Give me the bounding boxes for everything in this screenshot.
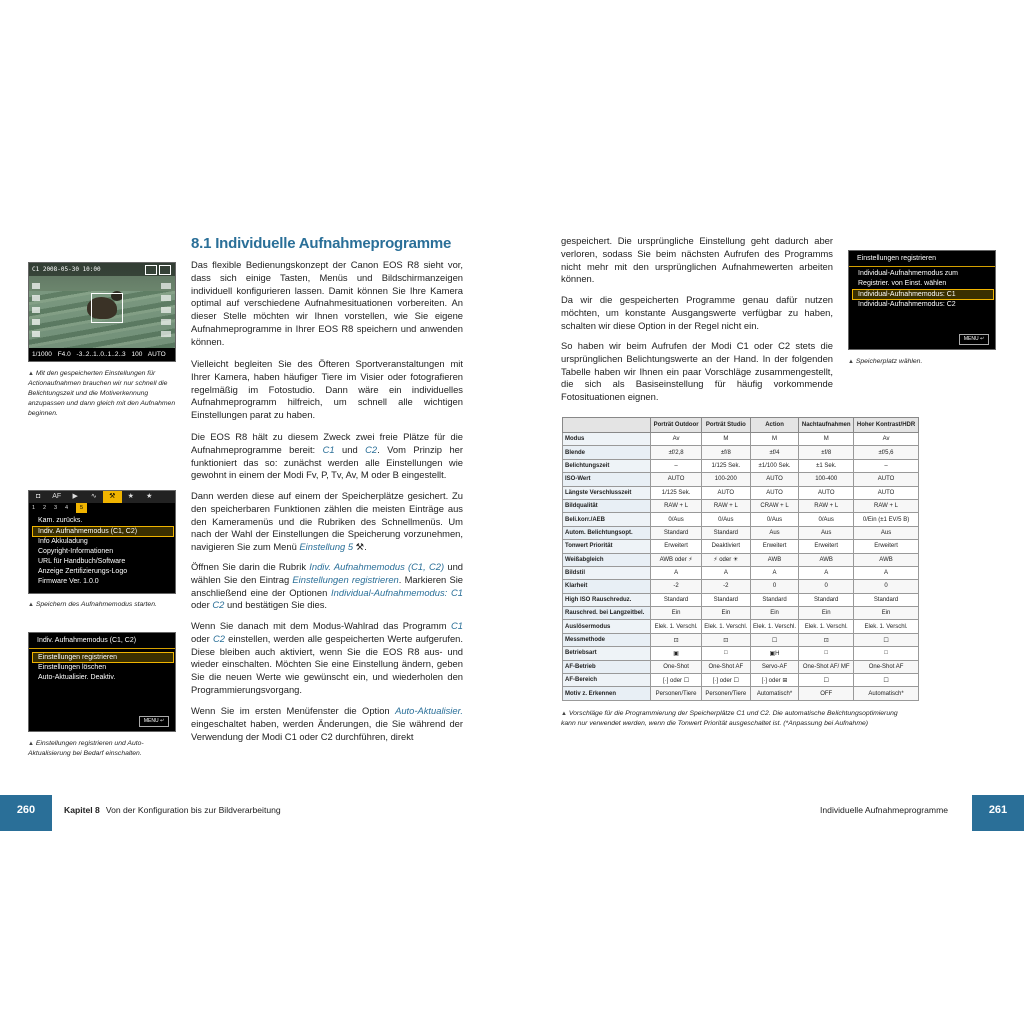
table-cell: M [750,433,799,446]
menu-subtabs [29,503,176,513]
table-cell: RAW + L [799,499,854,512]
table-cell: Aus [799,526,854,539]
drive-mode-icon [32,319,40,325]
table-cell: ☐ [854,633,919,646]
table-row [563,607,919,620]
table-cell: M [799,433,854,446]
table-cell: AUTO [799,486,854,499]
iso-auto: AUTO [147,351,166,358]
table-row [563,540,919,553]
table-cell: 0/Ein (±1 EV/5 B) [854,513,919,526]
menu-item-clear[interactable]: Einstellungen löschen [38,664,107,671]
table-cell: AWB [750,553,799,566]
menu-tabs [29,491,176,503]
table-cell: ▣ [651,647,702,660]
table-cell: ⊡ [701,633,750,646]
table-cell: -2 [701,580,750,593]
tab-wireless-icon[interactable]: ∿ [90,493,97,500]
table-cell: A [854,566,919,579]
shooting-mode-icon [32,283,40,289]
picture-style-icon [161,283,171,289]
tab-setup-icon[interactable]: ⚒ [103,491,122,503]
table-cell: 0 [854,580,919,593]
page-number-right: 261 [972,795,1024,831]
table-cell: OFF [799,687,854,700]
quality-icon [161,307,171,313]
menu-item-custom-mode[interactable]: Indiv. Aufnahmemodus (C1, C2) [32,526,174,537]
af-frame [91,293,123,323]
table-cell: 1/125 Sek. [701,459,750,472]
table-cell: ±f/2,8 [651,446,702,459]
table-cell: Automatisch* [854,687,919,700]
table-cell: ±f/8 [701,446,750,459]
table-cell: Av [854,433,919,446]
table-cell: AUTO [854,473,919,486]
menu-item-reset[interactable]: Kam. zurücks. [38,517,83,524]
table-cell: Erweitert [750,540,799,553]
screen3-caption: ▲ Einstellungen registrieren und Auto-Aktualisierung bei Bedarf einschalten. [28,740,144,757]
table-cell: Elek. 1. Verschl. [750,620,799,633]
table-cell: 0/Aus [750,513,799,526]
table-cell: RAW + L [701,499,750,512]
af-mode-icon [32,295,40,301]
table-cell: 0/Aus [651,513,702,526]
chapter-footer [64,805,281,815]
paragraph: gespeichert. Die ursprüngliche Einstellung geht dadurch aber verloren, sodass Sie beim nächsten Aufrufen des Programms nicht mehr mit den ursprünglichen Aufnahmewerten arbeiten können. [561,235,833,285]
custom-mode-items [29,652,176,683]
register-settings-screen [848,250,996,350]
table-row [563,473,919,486]
table-row-label: Rauschred. bei Langzeitbel. [563,607,651,620]
table-header-cell: Porträt Outdoor [651,418,702,433]
table-row-label: Beli.korr./AEB [563,513,651,526]
table-cell: ⚡ oder ☀ [701,553,750,566]
table-cell: A [799,566,854,579]
table-row-label: Betriebsart [563,647,651,660]
table-cell: ±1/100 Sek. [750,459,799,472]
table-row-label: Auslösermodus [563,620,651,633]
table-cell: Standard [651,593,702,606]
setup-menu-screen [28,490,176,594]
table-row [563,433,919,446]
table-row [563,620,919,633]
subtab-4[interactable]: 4 [65,505,69,511]
table-row-label: AF-Betrieb [563,660,651,673]
paragraph: So haben wir beim Aufrufen der Modi C1 oder C2 stets die ursprünglichen Belichtungswerte an der Hand. In der folgenden Tabelle haben wir Ihnen ein paar Vorschläge zusammengestellt, die sich als Basiseinstellung für häufig vorkommende Fotosituationen eignen. [561,340,833,403]
table-cell: Standard [651,526,702,539]
menu-title: Indiv. Aufnahmemodus (C1, C2) [29,633,176,649]
table-cell: Ein [651,607,702,620]
metering-icon [32,307,40,313]
table-cell: □ [854,647,919,660]
subtab-1[interactable]: 1 [32,505,36,511]
settings-table [562,417,919,701]
table-cell: CRAW + L [750,499,799,512]
table-cell: ⊡ [799,633,854,646]
paragraph: Vielleicht begleiten Sie des Öfteren Sportveranstaltungen mit Ihrer Kamera, haben häufiger Tiere im Visier oder fotografieren regelmäßig im Fotostudio. Dann wäre ein individuelles Aufnahmeprogramm hilfreich, um schnell alle wichtigen Einstellungen parat zu haben. [191,358,463,421]
table-row-label: Messmethode [563,633,651,646]
table-cell: Personen/Tiere [701,687,750,700]
table-row [563,553,919,566]
table-cell: – [651,459,702,472]
table-row [563,526,919,539]
table-cell: RAW + L [854,499,919,512]
table-body [563,433,919,701]
white-balance-icon [32,331,40,337]
table-cell: Deaktiviert [701,540,750,553]
menu-item-c2[interactable]: Individual-Aufnahmemodus: C2 [858,301,956,308]
table-cell: Elek. 1. Verschl. [854,620,919,633]
menu-back-button[interactable]: MENU ↵ [139,716,169,727]
table-cell: Ein [799,607,854,620]
table-cell: Elek. 1. Verschl. [701,620,750,633]
table-cell: One-Shot [651,660,702,673]
table-row-label: Weißabgleich [563,553,651,566]
table-cell: Ein [750,607,799,620]
table-cell: ±f/5,6 [854,446,919,459]
shutter-speed: 1/1000 [32,351,52,358]
table-cell: Erweitert [854,540,919,553]
section-heading: 8.1 Individuelle Aufnahmeprogramme [191,235,452,252]
table-cell: Elek. 1. Verschl. [651,620,702,633]
table-row-label: Bildstil [563,566,651,579]
table-cell: [·] oder ☐ [651,674,702,687]
table-cell: A [701,566,750,579]
table-row [563,660,919,673]
subtab-5[interactable]: 5 [76,503,87,513]
table-cell: ☐ [854,674,919,687]
table-cell: One-Shot AF [854,660,919,673]
menu-back-button[interactable]: MENU ↵ [959,334,989,345]
table-row-label: Längste Verschlusszeit [563,486,651,499]
table-cell: ±f/4 [750,446,799,459]
custom-mode-menu-screen [28,632,176,732]
paragraph: Da wir die gespeicherten Programme genau dafür nutzen möchten, um konstante Ausgangswerte verfügbar zu haben, schalten wir diese Option in der Regel nicht ein. [561,294,833,331]
menu-item-instruction-1: Individual-Aufnahmemodus zum [858,270,958,277]
table-cell: AUTO [750,486,799,499]
table-row-label: High ISO Rauschreduz. [563,593,651,606]
tab-camera-icon[interactable]: ◘ [36,493,41,500]
paragraph: Die EOS R8 hält zu diesem Zweck zwei freie Plätze für die Aufnahmeprogramme bereit: C1 und C2. Vom Prinzip her funktioniert das so: zunächst werden alle Einstellungen wie gewohnt in einem der Modi Fv, P, Tv, Av, M oder B eingestellt. [191,431,463,481]
menu-item-battery-info[interactable]: Info Akkuladung [38,538,88,545]
table-header-cell: Nachtaufnahmen [799,418,854,433]
table-cell: Erweitert [651,540,702,553]
table-row [563,633,919,646]
table-cell: □ [799,647,854,660]
table-row [563,674,919,687]
aperture: F4.0 [57,351,71,358]
screen4-caption: ▲ Speicherplatz wählen. [848,358,923,365]
table-cell: ⊡ [651,633,702,646]
table-cell: AWB [854,553,919,566]
paragraph: Dann werden diese auf einem der Speicherplätze gesichert. Zu den speicherbaren Funktionen zählen die meisten Einträge aus den Kameramenüs und die Rubriken des Schnellmenüs. Um nach der Wahl der Einstellungen die Speicherung vorzunehmen, navigieren Sie zum Menü Einstellung 5 ⚒. [191,490,463,553]
subtab-2[interactable]: 2 [43,505,47,511]
table-cell: 0 [750,580,799,593]
table-row [563,459,919,472]
table-header-cell [563,418,651,433]
paragraph: Wenn Sie im ersten Menüfenster die Option Auto-Aktualisier. eingeschaltet haben, werden Änderungen, die Sie während der Verwendung der Modi C1 oder C2 durchführen, direkt [191,705,463,742]
table-cell: Standard [799,593,854,606]
table-row [563,566,919,579]
menu-item-auto-update[interactable]: Auto-Aktualisier. Deaktiv. [38,674,116,681]
table-cell: AUTO [750,473,799,486]
table-cell: AUTO [854,486,919,499]
table-cell: ±f/8 [799,446,854,459]
screen1-caption: ▲ Mit den gespeicherten Einstellungen für Actionaufnahmen brauchen wir nur schnell die Belichtungszeit und die Motiverkennung anzupassen und dann gleich mit den Aufnahmen beginnen. [28,370,176,417]
table-cell: [·] oder ☐ [701,674,750,687]
camera-liveview-screen [28,262,176,362]
awb-icon [161,295,171,301]
tab-af[interactable]: AF [52,493,62,500]
table-row-label: AF-Bereich [563,674,651,687]
paragraph: Wenn Sie danach mit dem Modus-Wahlrad das Programm C1 oder C2 einstellen, werden alle gespeicherten Werte aufgerufen. Diese bleiben auch aktiviert, wenn Sie die EOS R8 aus- und wieder einschalten. Möchten Sie eine Einstellung ändern, geben Sie die neuen Werte wie gewünscht ein, und wiederholen den Programmierungsvorgang. [191,620,463,695]
menu-item-register[interactable]: Einstellungen registrieren [32,652,174,663]
table-cell: AWB oder ⚡ [651,553,702,566]
tab-mymenu-icon[interactable]: ★ [146,493,153,500]
table-cell: [·] oder ⊞ [750,674,799,687]
screen2-caption: ▲ Speichern des Aufnahmemodus starten. [28,601,157,608]
paragraph: Das flexible Bedienungskonzept der Canon EOS R8 sieht vor, dass sich einige Tasten, Menüs und Bildschirmanzeigen individuell konfigurieren lassen. Damit können Sie Ihre Kamera optimal auf verschiedene Aufnahmesituationen vorbereiten. An dieser Stelle möchten wir Ihnen vorstellen, wie Sie eigene Aufnahmeprogramme in Ihrer EOS R8 speichern und anwenden können. [191,259,463,347]
table-cell: One-Shot AF [701,660,750,673]
full-hd-icon [161,331,171,337]
table-cell: Aus [854,526,919,539]
table-cell: ☐ [799,674,854,687]
table-cell: Ein [854,607,919,620]
table-row [563,499,919,512]
table-cell: AWB [799,553,854,566]
table-cell: Servo-AF [750,660,799,673]
table-cell: A [750,566,799,579]
menu-item-cert-logo[interactable]: Anzeige Zertifizierungs-Logo [38,568,128,575]
table-cell: 0/Aus [701,513,750,526]
table-row-label: Klarheit [563,580,651,593]
table-cell: ▣H [750,647,799,660]
menu-item-instruction-2: Registrier. von Einst. wählen [858,280,947,287]
tab-playback-icon[interactable]: ▶ [72,493,78,500]
table-cell: Standard [701,526,750,539]
table-row [563,580,919,593]
battery-icon [161,319,171,325]
table-cell: 0 [799,580,854,593]
table-row [563,687,919,700]
tab-custom-icon[interactable]: ★ [127,493,134,500]
table-row-label: Blende [563,446,651,459]
table-cell: Aus [750,526,799,539]
table-header-cell: Action [750,418,799,433]
exposure-bar [29,348,176,361]
menu-item-manual-url[interactable]: URL für Handbuch/Software [38,558,126,565]
table-row-label: Tonwert Priorität [563,540,651,553]
table-row [563,593,919,606]
table-cell: ±1 Sek. [799,459,854,472]
table-cell: ☐ [750,633,799,646]
table-row [563,513,919,526]
table-cell: M [701,433,750,446]
exposure-scale: -3..2..1..0..1..2..3 [76,351,126,358]
chapter-label: Kapitel 8 [64,805,100,815]
table-cell: 100-400 [799,473,854,486]
table-cell: Elek. 1. Verschl. [799,620,854,633]
info-icon [159,265,171,275]
iso-value: 100 [131,351,143,358]
table-cell: A [651,566,702,579]
table-cell: Standard [854,593,919,606]
menu-item-c1[interactable]: Individual-Aufnahmemodus: C1 [852,289,994,300]
liveview-top-bar: C1 2008-05-30 10:00 [29,263,176,276]
section-footer: Individuelle Aufnahmeprogramme [820,805,949,815]
table-cell: 1/125 Sek. [651,486,702,499]
table-cell: RAW + L [651,499,702,512]
table-cell: AUTO [651,473,702,486]
table-cell: Av [651,433,702,446]
quick-menu-icon [145,265,157,275]
paragraph: Öffnen Sie darin die Rubrik Indiv. Aufnahmemodus (C1, C2) und wählen Sie den Eintrag Einstellungen registrieren. Markieren Sie anschließend eine der Optionen Individual-Aufnahmemodus: C1 oder C2 und bestätigen Sie dies. [191,561,464,611]
table-cell: 0/Aus [799,513,854,526]
menu-title: Einstellungen registrieren [849,251,996,267]
table-cell: Erweitert [799,540,854,553]
table-cell: Standard [701,593,750,606]
table-cell: Ein [701,607,750,620]
table-row [563,446,919,459]
table-cell: Personen/Tiere [651,687,702,700]
table-row-label: Motiv z. Erkennen [563,687,651,700]
table-row-label: Bildqualität [563,499,651,512]
table-row-label: Belichtungszeit [563,459,651,472]
table-cell: – [854,459,919,472]
table-row-label: ISO-Wert [563,473,651,486]
table-cell: One-Shot AF/ MF [799,660,854,673]
table-row [563,486,919,499]
table-cell: -2 [651,580,702,593]
menu-item-firmware[interactable]: Firmware Ver. 1.0.0 [38,578,99,585]
table-row-label: Modus [563,433,651,446]
table-header-row [563,418,919,433]
subtab-3[interactable]: 3 [54,505,58,511]
table-row-label: Autom. Belichtungsopt. [563,526,651,539]
table-header-cell: Porträt Studio [701,418,750,433]
table-header-cell: Hoher Kontrast/HDR [854,418,919,433]
page-number-left: 260 [0,795,52,831]
setup-menu-items [29,516,176,587]
chapter-title: Von der Konfiguration bis zur Bildverarbeitung [105,805,281,815]
table-caption: ▲ Vorschläge für die Programmierung der Speicherplätze C1 und C2. Die automatische Belichtungsoptimierung kann nur verwendet werden, wenn die Tonwert Priorität ausgeschaltet ist. (*Anpassung bei Aufnahme) [561,710,898,727]
table-cell: 100-200 [701,473,750,486]
table-cell: Automatisch* [750,687,799,700]
table-cell: □ [701,647,750,660]
table-cell: Standard [750,593,799,606]
register-items [849,269,996,310]
table-row [563,647,919,660]
table-cell: AUTO [701,486,750,499]
menu-item-copyright[interactable]: Copyright-Informationen [38,548,114,555]
